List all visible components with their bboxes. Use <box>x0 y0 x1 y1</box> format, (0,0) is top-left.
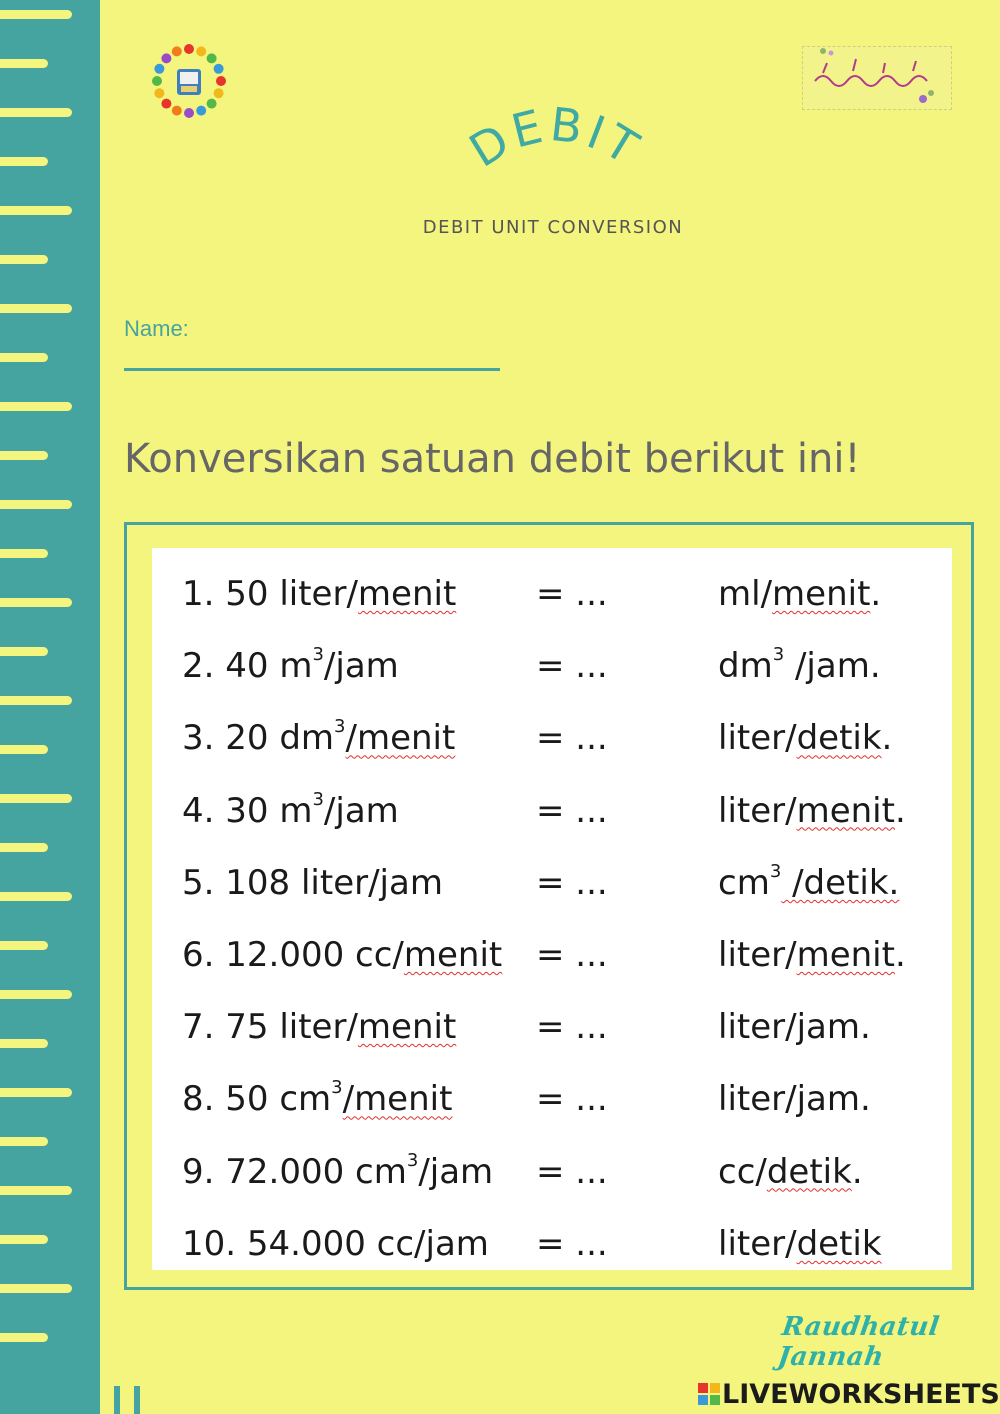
ruler-tick <box>0 255 48 264</box>
title-text: DEBIT <box>460 100 651 178</box>
question-row <box>152 1079 952 1139</box>
question-source: 2. 40 $m^3$/jam <box>182 644 399 687</box>
question-target-unit: liter/detik. <box>718 718 893 759</box>
question-row <box>152 788 952 851</box>
answer-blank[interactable]: = ... <box>536 1151 608 1192</box>
ruler-tick <box>0 353 48 362</box>
ruler-tick <box>0 1088 72 1097</box>
ruler-tick <box>0 108 72 117</box>
question-target-unit: $dm^3$ /jam. <box>718 644 881 687</box>
question-source: 1. 50 liter/menit <box>182 574 457 614</box>
question-row <box>152 646 952 706</box>
bottom-decoration <box>104 1386 144 1414</box>
question-target-unit: liter/menit. <box>718 935 906 975</box>
answer-blank[interactable]: = ... <box>536 862 608 903</box>
ruler-tick <box>0 157 48 166</box>
question-row <box>152 1149 952 1212</box>
instruction-text: Konversikan satuan debit berikut ini! <box>124 436 861 482</box>
question-row <box>152 860 952 923</box>
bismillah-calligraphy-icon <box>803 47 951 109</box>
ruler-tick <box>0 1186 72 1195</box>
left-ruler-strip <box>0 0 100 1414</box>
question-row <box>152 1224 952 1284</box>
ruler-tick <box>0 1235 48 1244</box>
liveworksheets-logo <box>698 1380 1000 1408</box>
school-logo-icon <box>148 40 230 122</box>
question-source: 4. 30 $m^3$/jam <box>182 788 399 831</box>
ruler-tick <box>0 745 48 754</box>
question-row <box>152 1007 952 1067</box>
ruler-tick <box>0 10 72 19</box>
question-source: 5. 108 liter/jam <box>182 862 443 903</box>
question-source: 8. 50 $cm^3$/menit <box>182 1077 453 1120</box>
question-target-unit: liter/jam. <box>718 1007 871 1048</box>
ruler-tick <box>0 549 48 558</box>
ruler-tick <box>0 990 72 999</box>
ruler-tick <box>0 59 48 68</box>
name-label: Name: <box>124 316 189 341</box>
liveworksheets-icon <box>698 1383 720 1405</box>
calligraphy-badge <box>802 46 952 110</box>
question-target-unit: liter/detik <box>718 1223 882 1264</box>
question-row <box>152 935 952 995</box>
ruler-tick <box>0 647 48 656</box>
question-source: 3. 20 $dm^3$/menit <box>182 716 456 759</box>
liveworksheets-text: LIVEWORKSHEETS <box>722 1378 1000 1410</box>
questions-card <box>152 548 952 1270</box>
ruler-tick <box>0 1137 48 1146</box>
question-source: 6. 12.000 cc/menit <box>182 935 503 975</box>
ruler-tick <box>0 304 72 313</box>
question-source: 7. 75 liter/menit <box>182 1007 457 1048</box>
question-target-unit: $cm^3$ /detik. <box>718 860 900 903</box>
ruler-tick <box>0 794 72 803</box>
ruler-tick <box>0 941 48 950</box>
answer-blank[interactable]: = ... <box>536 1223 608 1264</box>
ruler-tick <box>0 843 48 852</box>
question-source: 9. 72.000 $cm^3$/jam <box>182 1149 494 1192</box>
ruler-tick <box>0 402 72 411</box>
ruler-tick <box>0 598 72 607</box>
question-row <box>152 574 952 634</box>
ruler-tick <box>0 500 72 509</box>
ruler-tick <box>0 1039 48 1048</box>
answer-blank[interactable]: = ... <box>536 574 608 614</box>
ruler-tick <box>0 451 48 460</box>
question-source: 10. 54.000 cc/jam <box>182 1223 489 1264</box>
question-row <box>152 718 952 778</box>
ruler-tick <box>0 206 72 215</box>
ruler-tick <box>0 892 72 901</box>
author-signature: Raudhatul Jannah <box>775 1312 942 1372</box>
name-input-line[interactable] <box>124 368 500 371</box>
question-target-unit: cc/detik. <box>718 1151 863 1192</box>
answer-blank[interactable]: = ... <box>536 1079 608 1120</box>
answer-blank[interactable]: = ... <box>536 1007 608 1048</box>
page-title <box>455 100 655 190</box>
question-target-unit: liter/jam. <box>718 1079 871 1120</box>
answer-blank[interactable]: = ... <box>536 935 608 975</box>
svg-text:DEBIT <box>460 100 651 178</box>
answer-blank[interactable]: = ... <box>536 646 608 687</box>
question-target-unit: ml/menit. <box>718 574 882 614</box>
answer-blank[interactable]: = ... <box>536 790 608 831</box>
page-subtitle: DEBIT UNIT CONVERSION <box>422 217 684 238</box>
ruler-tick <box>0 1333 48 1342</box>
question-target-unit: liter/menit. <box>718 790 906 831</box>
ruler-tick <box>0 1284 72 1293</box>
ruler-tick <box>0 696 72 705</box>
answer-blank[interactable]: = ... <box>536 718 608 759</box>
